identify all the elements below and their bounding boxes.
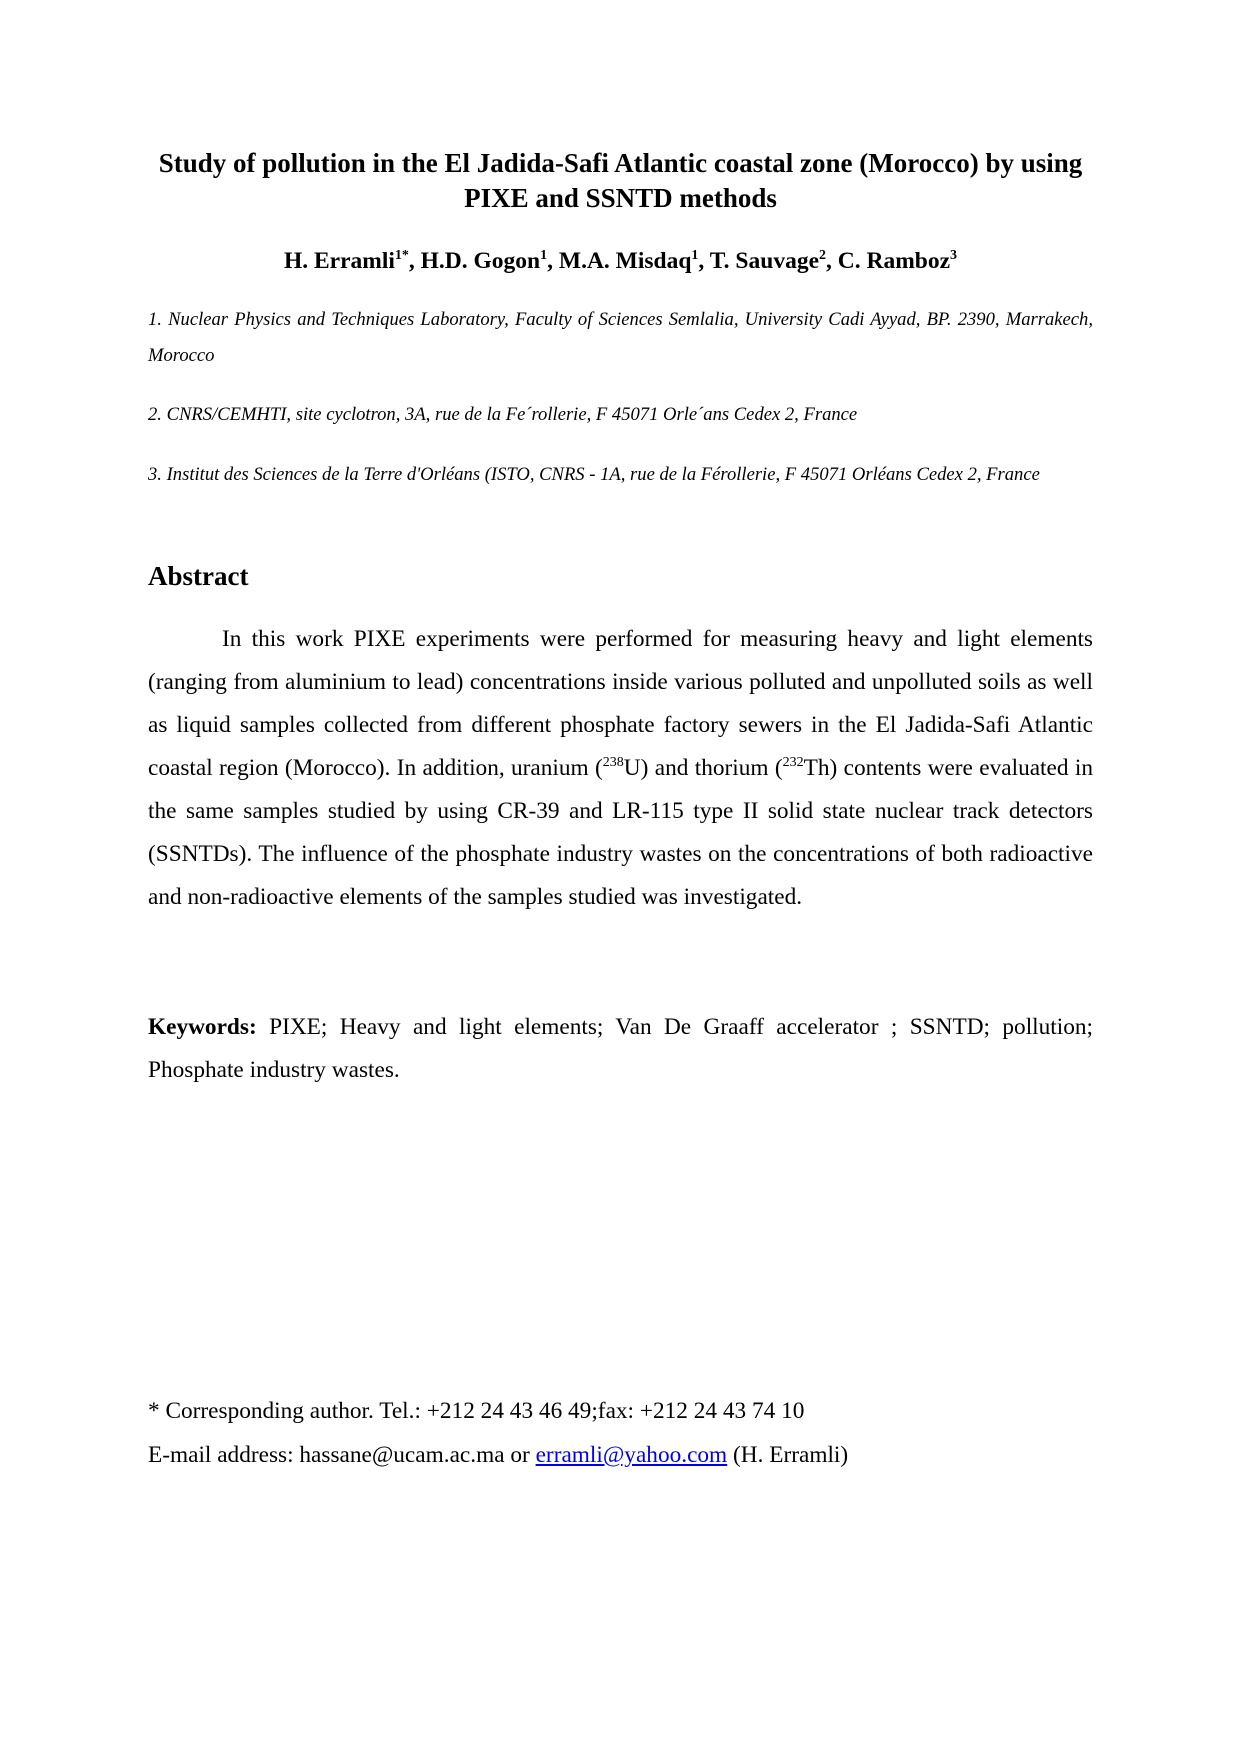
email-address-note [148, 1440, 848, 1470]
author [284, 248, 421, 274]
abstract-text-part: In this work PIXE experiments were performed for measuring heavy and light elements (ranging from aluminium to lead) concentrations inside various polluted and unpolluted soils as well as liquid samples collected from different phosphate factory sewers in the El Jadida-Safi Atlantic coastal region (Morocco). In addition, uranium ( [148, 626, 1093, 781]
author-name: M.A. Misdaq [558, 248, 692, 274]
email-prefix: E-mail address: hassane@ucam.ac.ma or [148, 1442, 536, 1468]
abstract-text-part: U) and thorium ( [623, 755, 783, 781]
author-affiliation-marker: 1 [691, 248, 699, 263]
abstract-text [148, 618, 1093, 919]
author-affiliation-marker: 2 [819, 248, 826, 263]
author-affiliation-marker: 3 [950, 248, 958, 263]
email-suffix: (H. Erramli) [727, 1442, 849, 1468]
paper-title: Study of pollution in the El Jadida-Safi Atlantic coastal zone (Morocco) by using PIXE and SSNTD methods [158, 148, 1083, 213]
author-separator: , [698, 248, 710, 274]
corresponding-author-note: * Corresponding author. Tel.: +212 24 43 46 49;fax: +212 24 43 74 10 [148, 1398, 805, 1424]
author-affiliation-marker: 1* [394, 248, 409, 263]
author-separator: , [547, 248, 559, 274]
author-name: H. Erramli [283, 248, 395, 274]
abstract-text-part: Th) contents were evaluated in the same samples studied by using CR-39 and LR-115 type II solid state nuclear track detectors (SSNTDs). The influence of the phosphate industry wastes on the concentrations of both radioactive and non-radioactive elements of the samples studied was investigated. [148, 755, 1093, 910]
author-name: C. Ramboz [837, 248, 951, 274]
keywords-label: Keywords: [148, 1014, 257, 1040]
author-separator: , [826, 248, 838, 274]
uranium-mass-number: 238 [602, 755, 624, 770]
author-name: T. Sauvage [709, 248, 819, 274]
abstract-heading: Abstract [148, 561, 249, 591]
author-name: H.D. Gogon [420, 248, 541, 274]
author-affiliation-marker: 1 [540, 248, 548, 263]
affiliation-3: 3. Institut des Sciences de la Terre d'Orléans (ISTO, CNRS - 1A, rue de la Férollerie, F 45071 Orléans Cedex 2, France [148, 464, 1040, 485]
keywords [148, 1006, 1093, 1092]
author [838, 248, 957, 274]
keywords-text: PIXE; Heavy and light elements; Van De Graaff accelerator ; SSNTD; pollution; Phosphate industry wastes. [148, 1014, 1093, 1083]
author [710, 248, 838, 274]
author-list [148, 246, 1093, 276]
affiliation-1: 1. Nuclear Physics and Techniques Laboratory, Faculty of Sciences Semlalia, University Cadi Ayyad, BP. 2390, Marrakech, Morocco [148, 309, 1093, 366]
author [421, 248, 559, 274]
affiliation-2: 2. CNRS/CEMHTI, site cyclotron, 3A, rue de la Fe´rollerie, F 45071 Orle´ans Cedex 2, France [148, 404, 858, 425]
author-separator: , [408, 248, 421, 274]
email-link[interactable]: erramli@yahoo.com [535, 1442, 728, 1468]
thorium-mass-number: 232 [782, 755, 804, 770]
author [559, 248, 710, 274]
